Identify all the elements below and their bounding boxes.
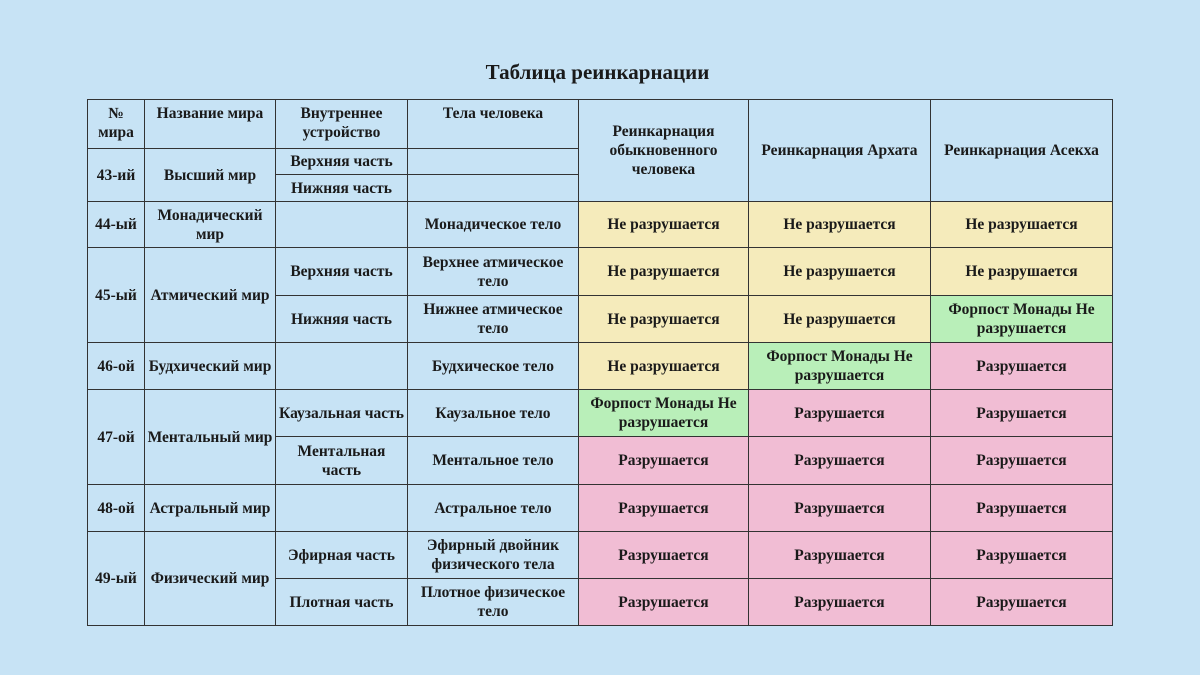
- row49a-arhat: Разрушается: [749, 532, 931, 579]
- row47a-asekha: Разрушается: [931, 390, 1113, 437]
- row44-asekha: Не разрушается: [931, 202, 1113, 248]
- row49-num: 49-ый: [88, 532, 145, 626]
- row48-num: 48-ой: [88, 485, 145, 532]
- row46-num: 46-ой: [88, 343, 145, 390]
- row49-world: Физический мир: [145, 532, 276, 626]
- row44-world: Монадический мир: [145, 202, 276, 248]
- row45b-body: Нижнее атмическое тело: [408, 296, 579, 343]
- row46-world: Будхический мир: [145, 343, 276, 390]
- row48-world: Астральный мир: [145, 485, 276, 532]
- row49a-part: Эфирная часть: [276, 532, 408, 579]
- row48-arhat: Разрушается: [749, 485, 931, 532]
- row47a-arhat: Разрушается: [749, 390, 931, 437]
- row47a-ordinary: Форпост Монады Не разрушается: [579, 390, 749, 437]
- row46-arhat: Форпост Монады Не разрушается: [749, 343, 931, 390]
- header-world: Название мира: [145, 100, 276, 149]
- row45a-arhat: Не разрушается: [749, 248, 931, 296]
- row43-body-lower: [408, 175, 579, 202]
- row47a-body: Каузальное тело: [408, 390, 579, 437]
- reincarnation-table: [87, 99, 1113, 626]
- row43-body-upper: [408, 149, 579, 175]
- row47a-part: Каузальная часть: [276, 390, 408, 437]
- row43-lower: Нижняя часть: [276, 175, 408, 202]
- row48-ordinary: Разрушается: [579, 485, 749, 532]
- row45b-asekha: Форпост Монады Не разрушается: [931, 296, 1113, 343]
- row48-body: Астральное тело: [408, 485, 579, 532]
- row43-num: 43-ий: [88, 149, 145, 202]
- row49b-body: Плотное физическое тело: [408, 579, 579, 626]
- row46-asekha: Разрушается: [931, 343, 1113, 390]
- row45-num: 45-ый: [88, 248, 145, 343]
- row44-ordinary: Не разрушается: [579, 202, 749, 248]
- row47b-part: Ментальная часть: [276, 437, 408, 485]
- row44-num: 44-ый: [88, 202, 145, 248]
- row47-world: Ментальный мир: [145, 390, 276, 485]
- header-bodies: Тела человека: [408, 100, 579, 149]
- row47b-arhat: Разрушается: [749, 437, 931, 485]
- row44-arhat: Не разрушается: [749, 202, 931, 248]
- row45a-asekha: Не разрушается: [931, 248, 1113, 296]
- row48-asekha: Разрушается: [931, 485, 1113, 532]
- row45b-part: Нижняя часть: [276, 296, 408, 343]
- row43-world: Высший мир: [145, 149, 276, 202]
- header-reinc-asekha: Реинкарнация Асекха: [931, 100, 1113, 202]
- row49a-ordinary: Разрушается: [579, 532, 749, 579]
- row45a-ordinary: Не разрушается: [579, 248, 749, 296]
- row43-upper: Верхняя часть: [276, 149, 408, 175]
- row49a-body: Эфирный двойник физического тела: [408, 532, 579, 579]
- row45-world: Атмический мир: [145, 248, 276, 343]
- row49b-part: Плотная часть: [276, 579, 408, 626]
- row45b-ordinary: Не разрушается: [579, 296, 749, 343]
- row47b-body: Ментальное тело: [408, 437, 579, 485]
- row47-num: 47-ой: [88, 390, 145, 485]
- row49b-arhat: Разрушается: [749, 579, 931, 626]
- row46-ordinary: Не разрушается: [579, 343, 749, 390]
- header-reinc-arhat: Реинкарнация Архата: [749, 100, 931, 202]
- row49a-asekha: Разрушается: [931, 532, 1113, 579]
- row45a-part: Верхняя часть: [276, 248, 408, 296]
- row47b-ordinary: Разрушается: [579, 437, 749, 485]
- row45a-body: Верхнее атмическое тело: [408, 248, 579, 296]
- row48-part: [276, 485, 408, 532]
- header-inner: Внутреннее устройство: [276, 100, 408, 149]
- header-num: № мира: [88, 100, 145, 149]
- row49b-ordinary: Разрушается: [579, 579, 749, 626]
- row44-part: [276, 202, 408, 248]
- page-title: Таблица реинкарнации: [485, 60, 710, 84]
- row47b-asekha: Разрушается: [931, 437, 1113, 485]
- header-reinc-ordinary: Реинкарнация обыкновенного человека: [579, 100, 749, 202]
- row44-body: Монадическое тело: [408, 202, 579, 248]
- row46-part: [276, 343, 408, 390]
- row49b-asekha: Разрушается: [931, 579, 1113, 626]
- row45b-arhat: Не разрушается: [749, 296, 931, 343]
- row46-body: Будхическое тело: [408, 343, 579, 390]
